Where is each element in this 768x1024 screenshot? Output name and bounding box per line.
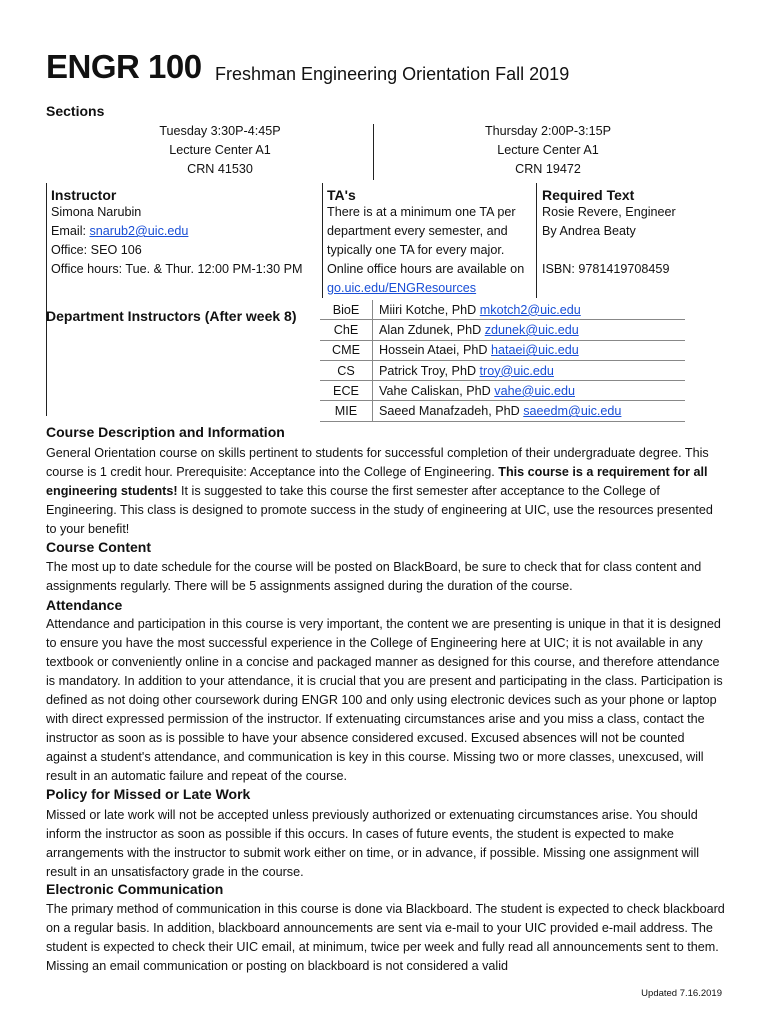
dept-email-link[interactable]: hataei@uic.edu <box>491 343 579 358</box>
table-row <box>320 300 685 320</box>
electronic-communication-text: The primary method of communication in this course is done via Blackboard. The student is expected to check blackboard on a regular basis. In addition, blackboard announcements are sent via e-mail to your UIC provided e-mail address. The student is expected to check their UIC email, at minimum, twice per week and fully read all announcements sent to them. Missing an email communication or posting on blackboard is not considered a valid <box>46 902 725 973</box>
instructor-office: Office: SEO 106 <box>51 243 142 257</box>
column-divider-1 <box>322 183 323 298</box>
dept-instructor: Patrick Troy, PhD troy@uic.edu <box>373 360 686 380</box>
course-description-text: General Orientation course on skills pertinent to students for successful completion of their undergraduate degree. This course is 1 credit hour. Prerequisite: Acceptance into the College of Engineering. This course is a requirement for all engineering students! It is suggested to take this course the first semester after acceptance to the College of Engineering. This class is designed to promote success in the study of engineering at UIC, use the resources presented to your benefit! <box>46 446 713 536</box>
book-title: Rosie Revere, Engineer <box>542 205 676 219</box>
table-row <box>320 360 685 380</box>
dept-instructors-table <box>320 300 685 422</box>
tas-line: Online office hours are available on <box>327 262 525 276</box>
tuesday-time: Tuesday 3:30P-4:45P <box>159 124 281 138</box>
instructor-name: Simona Narubin <box>51 205 142 219</box>
required-text-block <box>542 187 732 279</box>
thursday-time: Thursday 2:00P-3:15P <box>484 124 611 138</box>
instructor-block <box>51 187 319 279</box>
required-text-heading: Required Text <box>542 187 635 203</box>
instructor-heading: Instructor <box>51 187 117 203</box>
attendance-heading: Attendance <box>46 597 123 613</box>
table-row <box>320 381 685 401</box>
tuesday-crn: CRN 41530 <box>187 162 253 176</box>
table-row <box>320 401 685 421</box>
table-row <box>320 340 685 360</box>
dept-code: ChE <box>320 320 373 340</box>
column-divider-2 <box>536 183 537 298</box>
dept-instructor: Hossein Ataei, PhD hataei@uic.edu <box>373 340 686 360</box>
dept-instructor: Vahe Caliskan, PhD vahe@uic.edu <box>373 381 686 401</box>
book-isbn: ISBN: 9781419708459 <box>542 262 670 276</box>
dept-instructor: Miiri Kotche, PhD mkotch2@uic.edu <box>373 300 686 320</box>
instructor-email-link[interactable]: snarub2@uic.edu <box>89 224 189 238</box>
sections-divider <box>373 124 374 180</box>
course-code: ENGR 100 <box>46 48 202 85</box>
table-row <box>320 320 685 340</box>
dept-code: ECE <box>320 381 373 401</box>
attendance-text: Attendance and participation in this course is very important, the content we are presenting is unique in that it is designed to ensure you have the most successful experience in the College of Engineering here at UIC; it is not available in any textbook or conveniently online in a concise and packaged manner as designed for this course, and therefore attendance is mandatory. In addition to your attendance, it is crucial that you are present and participating in the class. Participation is defined as not doing other coursework during ENGR 100 and only using electronic devices such as your phone or laptop with direct expressed permission of the instructor. If extenuating circumstances arise and you miss a class, contact the instructor as soon as is possible to have your absence considered excused. Excused absences will not be counted against a student's attendance, and communication is key in this course. Missing two or more classes, unexcused, will result in an automatic failure and repeat of the course. <box>46 617 723 783</box>
tas-heading: TA's <box>327 187 356 203</box>
dept-code: CME <box>320 340 373 360</box>
electronic-communication-heading: Electronic Communication <box>46 881 224 897</box>
sections-heading: Sections <box>46 103 105 119</box>
late-work-heading: Policy for Missed or Late Work <box>46 786 251 802</box>
dept-email-link[interactable]: troy@uic.edu <box>479 363 554 378</box>
thursday-crn: CRN 19472 <box>515 162 581 176</box>
book-author: By Andrea Beaty <box>542 224 636 238</box>
instructor-hours: Office hours: Tue. & Thur. 12:00 PM-1:30 PM <box>51 262 303 276</box>
dept-instructor: Saeed Manafzadeh, PhD saeedm@uic.edu <box>373 401 686 421</box>
dept-code: CS <box>320 360 373 380</box>
instructor-email-line: Email: snarub2@uic.edu <box>51 224 189 238</box>
dept-email-link[interactable]: vahe@uic.edu <box>494 383 575 398</box>
tas-line: department every semester, and <box>327 224 508 238</box>
requirement-note: This course is a requirement for all engineering students! <box>46 465 708 498</box>
dept-email-link[interactable]: saeedm@uic.edu <box>523 404 622 419</box>
course-content-heading: Course Content <box>46 539 151 555</box>
dept-email-link[interactable]: zdunek@uic.edu <box>484 322 579 337</box>
tas-line: There is at a minimum one TA per <box>327 205 516 219</box>
course-description-heading: Course Description and Information <box>46 424 285 440</box>
dept-code: MIE <box>320 401 373 421</box>
tas-block <box>327 187 535 298</box>
updated-date: Updated 7.16.2019 <box>641 988 722 999</box>
dept-email-link[interactable]: mkotch2@uic.edu <box>479 302 581 317</box>
thursday-section <box>438 122 658 179</box>
course-title: Freshman Engineering Orientation Fall 2019 <box>215 64 570 84</box>
tas-line: typically one TA for every major. <box>327 243 505 257</box>
dept-code: BioE <box>320 300 373 320</box>
thursday-location: Lecture Center A1 <box>497 143 599 157</box>
tuesday-section <box>110 122 330 179</box>
course-content-text: The most up to date schedule for the course will be posted on BlackBoard, be sure to check that for class content and assignments regularly. There will be 5 assignments assigned during the duration of the course. <box>46 560 702 593</box>
dept-instructors-heading: Department Instructors (After week 8) <box>46 308 297 324</box>
late-work-text: Missed or late work will not be accepted unless previously authorized or extenuating circumstances arise. You should inform the instructor as soon as possible if this occurs. In cases of future events, the student is expected to make arrangements with the instructor to submit work either on time, or in advance, if possible. Missing one assignment will result in an unsatisfactory grade in the course. <box>46 808 700 879</box>
dept-instructor: Alan Zdunek, PhD zdunek@uic.edu <box>373 320 686 340</box>
left-border <box>46 183 47 416</box>
tuesday-location: Lecture Center A1 <box>169 143 271 157</box>
eng-resources-link[interactable]: go.uic.edu/ENGResources <box>327 281 477 295</box>
